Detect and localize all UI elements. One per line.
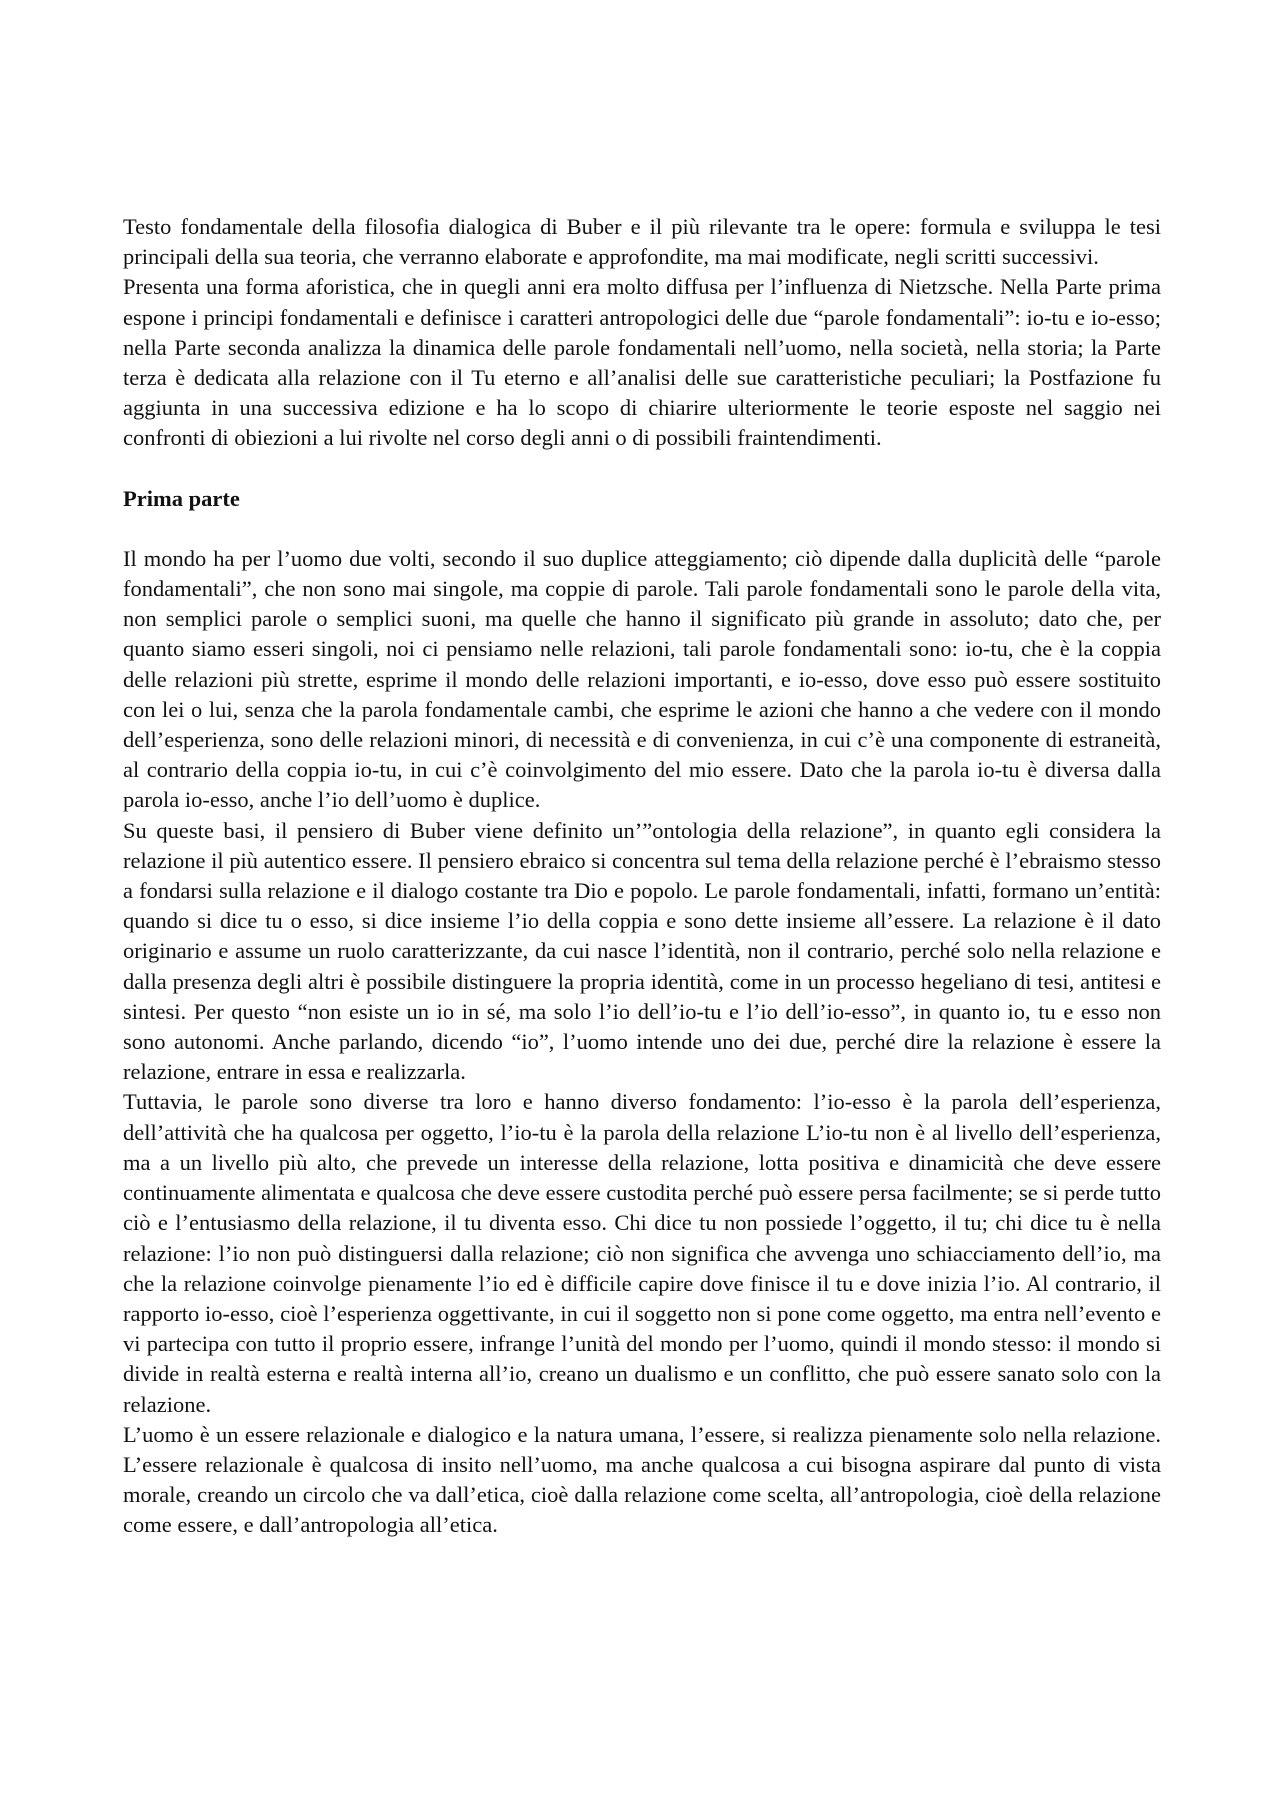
body-paragraph-1: Il mondo ha per l’uomo due volti, secondo il suo duplice atteggiamento; ciò dipende dalla duplicità delle “parole fondamentali”, che non sono mai singole, ma coppie di parole. Tali parole fondamentali sono le parole della vita, non semplici parole o semplici suoni, ma quelle che hanno il significato più grande in assoluto; dato che, per quanto siamo esseri singoli, noi ci pensiamo nelle relazioni, tali parole fondamentali sono: io-tu, che è la coppia delle relazioni più strette, esprime il mondo delle relazioni importanti, e io-esso, dove esso può essere sostituito con lei o lui, senza che la parola fondamentale cambi, che esprime le azioni che hanno a che vedere con il mondo dell’esperienza, sono delle relazioni minori, di necessità e di convenienza, in cui c’è una componente di estraneità, al contrario della coppia io-tu, in cui c’è coinvolgimento del mio essere. Dato che la parola io-tu è diversa dalla parola io-esso, anche l’io dell’uomo è duplice. (123, 545, 1161, 813)
body-paragraph-3: Tuttavia, le parole sono diverse tra loro e hanno diverso fondamento: l’io-esso è la parola dell’esperienza, dell’attività che ha qualcosa per oggetto, l’io-tu è la parola della relazione L’io-tu non è al livello dell’esperienza, ma a un livello più alto, che prevede un interesse della relazione, lotta positiva e dinamicità che deve essere continuamente alimentata e qualcosa che deve essere custodita perché può essere persa facilmente; se si perde tutto ciò e l’entusiasmo della relazione, il tu diventa esso. Chi dice tu non possiede l’oggetto, il tu; chi dice tu è nella relazione: l’io non può distinguersi dalla relazione; ciò non significa che avvenga uno schiacciamento dell’io, ma che la relazione coinvolge pienamente l’io ed è difficile capire dove finisce il tu e dove inizia l’io. Al contrario, il rapporto io-esso, cioè l’esperienza oggettivante, in cui il soggetto non si pone come oggetto, ma entra nell’evento e vi partecipa con tutto il proprio essere, infrange l’unità del mondo per l’uomo, quindi il mondo stesso: il mondo si divide in realtà esterna e realtà interna all’io, creano un dualismo e un conflitto, che può essere sanato solo con la relazione. (123, 1089, 1161, 1417)
document-page (123, 212, 1161, 1541)
section-heading: Prima parte (123, 485, 240, 511)
body-paragraph-2: Su queste basi, il pensiero di Buber viene definito un’”ontologia della relazione”, in quanto egli considera la relazione il più autentico essere. Il pensiero ebraico si concentra sul tema della relazione perché è l’ebraismo stesso a fondarsi sulla relazione e il dialogo costante tra Dio e popolo. Le parole fondamentali, infatti, formano un’entità: quando si dice tu o esso, si dice insieme l’io della coppia e sono dette insieme all’essere. La relazione è il dato originario e assume un ruolo caratterizzante, da cui nasce l’identità, non il contrario, perché solo nella relazione e dalla presenza degli altri è possibile distinguere la propria identità, come in un processo hegeliano di tesi, antitesi e sintesi. Per questo “non esiste un io in sé, ma solo l’io dell’io-tu e l’io dell’io-esso”, in quanto io, tu e esso non sono autonomi. Anche parlando, dicendo “io”, l’uomo intende uno dei due, perché dire la relazione è essere la relazione, entrare in essa e realizzarla. (123, 817, 1161, 1085)
body-paragraph-4: L’uomo è un essere relazionale e dialogico e la natura umana, l’essere, si realizza pienamente solo nella relazione. L’essere relazionale è qualcosa di insito nell’uomo, ma anche qualcosa a cui bisogna aspirare dal punto di vista morale, creando un circolo che va dall’etica, cioè dalla relazione come scelta, all’antropologia, cioè della relazione come essere, e dall’antropologia all’etica. (123, 1421, 1161, 1538)
intro-paragraph-2: Presenta una forma aforistica, che in quegli anni era molto diffusa per l’influenza di Nietzsche. Nella Parte prima espone i principi fondamentali e definisce i caratteri antropologici delle due “parole fondamentali”: io-tu e io-esso; nella Parte seconda analizza la dinamica delle parole fondamentali nell’uomo, nella società, nella storia; la Parte terza è dedicata alla relazione con il Tu eterno e all’analisi delle sue caratteristiche peculiari; la Postfazione fu aggiunta in una successiva edizione e ha lo scopo di chiarire ulteriormente le teorie esposte nel saggio nei confronti di obiezioni a lui rivolte nel corso degli anni o di possibili fraintendimenti. (123, 274, 1161, 451)
intro-paragraph-1: Testo fondamentale della filosofia dialogica di Buber e il più rilevante tra le opere: formula e sviluppa le tesi principali della sua teoria, che verranno elaborate e approfondite, ma mai modificate, negli scritti successivi. (123, 214, 1161, 270)
